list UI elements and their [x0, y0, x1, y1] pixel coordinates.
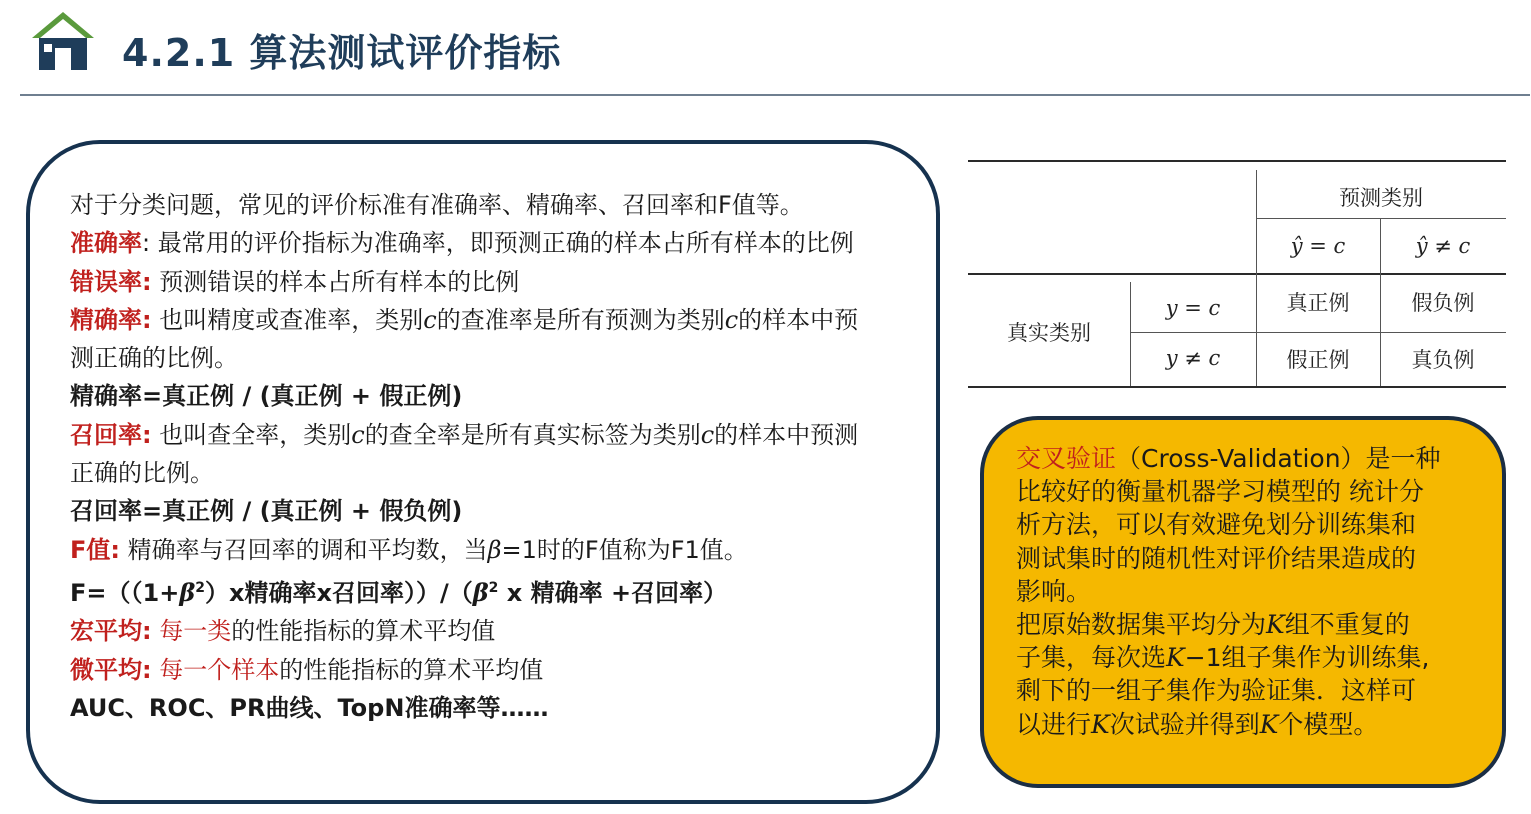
cv-line-3: 析方法，可以有效避免划分训练集和	[1016, 510, 1417, 540]
page-title: 4.2.1 算法测试评价指标	[122, 31, 562, 75]
actual-class-header: 真实类别	[1007, 321, 1091, 345]
recall-text-d: 的样本中预测	[714, 420, 859, 449]
precision-var-c1: c	[423, 305, 437, 334]
f-formula-beta2: β	[472, 577, 489, 607]
pred-pos-header: ŷ = c	[1290, 234, 1346, 258]
f-label: F值:	[70, 535, 120, 564]
precision-line	[70, 301, 930, 339]
metrics-text	[70, 186, 930, 727]
precision-formula: 精确率=真正例 / (真正例 + 假正例)	[70, 382, 463, 411]
micro-text: 的性能指标的算术平均值	[279, 655, 544, 684]
other-metrics-line: AUC、ROC、PR曲线、TopN准确率等……	[70, 693, 549, 722]
f-formula-beta1: β	[179, 577, 196, 607]
micro-highlight: 每一个样本	[159, 655, 280, 684]
macro-label: 宏平均:	[70, 617, 152, 646]
precision-var-c2: c	[724, 305, 739, 334]
recall-var-c1: c	[351, 420, 365, 449]
cv-line-7-a: 子集，每次选	[1016, 643, 1167, 673]
cv-var-k-3: K	[1091, 709, 1110, 739]
f-formula-sq2: 2	[488, 579, 499, 596]
cv-line-6	[1016, 608, 1486, 641]
cv-line-6-a: 把原始数据集平均分为	[1016, 610, 1267, 640]
recall-formula: 召回率=真正例 / (真正例 + 假负例)	[70, 497, 463, 526]
accuracy-text: 最常用的评价指标为准确率，即预测正确的样本占所有样本的比例	[157, 229, 854, 258]
f-text-a: 精确率与召回率的调和平均数，当	[127, 535, 488, 564]
accuracy-sep: :	[142, 229, 151, 258]
cv-var-k-4: K	[1259, 709, 1279, 739]
cell-false-positive: 假正例	[1286, 348, 1350, 372]
house-logo-icon	[30, 8, 96, 72]
macro-highlight: 每一类	[159, 617, 232, 646]
accuracy-label: 准确率	[70, 229, 142, 258]
table-row-rule	[1130, 332, 1506, 333]
f-beta: β	[487, 535, 502, 564]
accuracy-line	[70, 224, 930, 262]
table-top-rule	[968, 160, 1506, 162]
recall-text-b: 的查全率是所有真实标签为类别	[364, 420, 701, 449]
recall-text-a: 也叫查全率，类别	[159, 420, 352, 449]
actual-pos-header: y = c	[1165, 296, 1221, 320]
predicted-class-header: 预测类别	[1339, 186, 1423, 210]
recall-var-c2: c	[700, 420, 715, 449]
header-divider	[20, 94, 1530, 96]
cv-line-7-b: −1组子集作为训练集,	[1184, 643, 1430, 673]
table-bottom-rule	[968, 386, 1506, 388]
f-formula	[70, 569, 930, 612]
error-label: 错误率:	[70, 267, 152, 296]
precision-line-2: 测正确的比例。	[70, 344, 238, 373]
cv-line-2: 比较好的衡量机器学习模型的 统计分	[1016, 477, 1424, 507]
cv-line-6-b: 组不重复的	[1284, 610, 1410, 640]
macro-line	[70, 612, 930, 650]
precision-text-d: 的样本中预	[738, 305, 859, 334]
actual-neg-header: y ≠ c	[1165, 346, 1221, 370]
cv-line-7	[1016, 641, 1486, 674]
cross-validation-text	[1016, 442, 1486, 741]
confusion-matrix-table	[968, 160, 1506, 388]
f-formula-b: ）x精确率x召回率））/（	[205, 578, 473, 607]
cv-line-5: 影响。	[1016, 576, 1092, 606]
cv-var-k-1: K	[1266, 610, 1285, 640]
recall-line-2: 正确的比例。	[70, 459, 214, 488]
f-formula-c: x 精确率 +召回率）	[506, 578, 728, 607]
cv-line-4: 测试集时的随机性对评价结果造成的	[1016, 543, 1417, 573]
micro-label: 微平均:	[70, 655, 152, 684]
intro-line: 对于分类问题，常见的评价标准有准确率、精确率、召回率和F值等。	[70, 191, 804, 219]
cv-line-1	[1016, 442, 1486, 475]
precision-text-a: 也叫精度或查准率，类别	[159, 305, 424, 334]
f-formula-sq1: 2	[195, 579, 205, 596]
table-mid-rule	[968, 273, 1506, 275]
recall-label: 召回率:	[70, 420, 152, 449]
cell-false-negative: 假负例	[1411, 291, 1475, 315]
precision-label: 精确率:	[70, 305, 152, 334]
pred-neg-header: ŷ ≠ c	[1415, 234, 1471, 258]
micro-line	[70, 651, 930, 689]
cell-true-negative: 真负例	[1411, 348, 1475, 372]
recall-line	[70, 416, 930, 454]
cv-line-9	[1016, 708, 1486, 741]
f-line	[70, 531, 930, 569]
cv-line-8: 剩下的一组子集作为验证集．这样可	[1016, 676, 1417, 706]
cell-true-positive: 真正例	[1286, 291, 1350, 315]
cv-label: 交叉验证	[1016, 444, 1117, 473]
error-text: 预测错误的样本占所有样本的比例	[159, 267, 520, 296]
cv-line-1-rest: （Cross-Validation）是一种	[1116, 444, 1441, 473]
f-formula-a: F=（（1+	[70, 578, 180, 607]
precision-text-b: 的查准率是所有预测为类别	[436, 305, 725, 334]
macro-text: 的性能指标的算术平均值	[231, 617, 496, 646]
cv-var-k-2: K	[1166, 643, 1185, 673]
f-text-b: =1时的F值称为F1值。	[501, 535, 748, 564]
error-line	[70, 263, 930, 301]
table-header-rule	[1256, 218, 1506, 219]
cv-line-9-c: 个模型。	[1278, 709, 1379, 739]
cv-line-9-b: 次试验并得到	[1109, 709, 1260, 739]
cv-line-9-a: 以进行	[1016, 709, 1092, 739]
